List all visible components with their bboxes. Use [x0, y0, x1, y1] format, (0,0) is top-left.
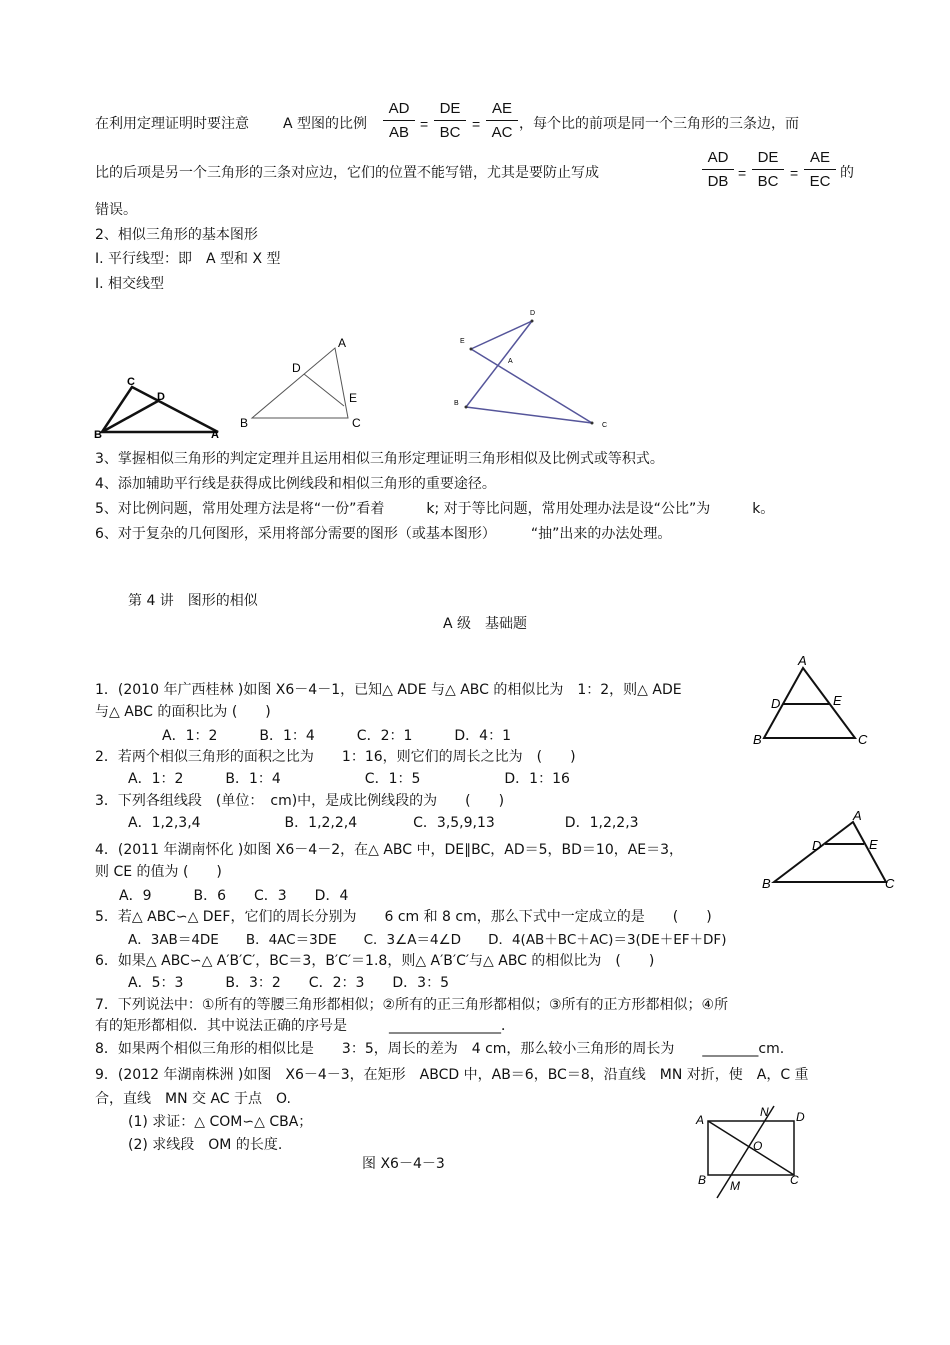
question-3-options: A．1,2,3,4 B．1,2,2,4 C．3,5,9,13 D．1,2,2,3 [128, 815, 639, 831]
intro-text-1b: A 型图的比例 [283, 116, 368, 132]
label-b: B [698, 1173, 707, 1187]
label-c: C [790, 1173, 799, 1187]
point-3: 3、掌握相似三角形的判定定理并且运用相似三角形定理证明三角形相似及比例式或等积式。 [95, 451, 664, 467]
label-c: C [127, 376, 135, 388]
question-9-part-1: (1) 求证：△ COM∽△ CBA； [128, 1114, 313, 1130]
figure-triangle-ade-bc [232, 332, 372, 432]
question-5-options: A．3AB＝4DE B．4AC＝3DE C．3∠A＝4∠D D．4(AB＋BC＋AC)＝3(DE＋EF＋DF) [128, 932, 727, 948]
section-2-item-1: Ⅰ. 平行线型：即 A 型和 X 型 [95, 251, 281, 267]
point-6: 6、对于复杂的几何图形，采用将部分需要的图形（或基本图形） “抽”出来的办法处理。 [95, 526, 672, 542]
intro-text-1c: ，每个比的前项是同一个三角形的三条边，而 [519, 116, 799, 132]
question-1-line-2: 与△ ABC 的面积比为 ( ) [95, 704, 271, 720]
question-7-line-1: 7．下列说法中：①所有的等腰三角形都相似；②所有的正三角形都相似；③所有的正方形都相似；④所 [95, 997, 729, 1013]
level-heading: A 级 基础题 [443, 616, 528, 632]
label-c: C [885, 876, 895, 891]
label-b: B [753, 732, 762, 747]
point-5: 5、对比例问题，常用处理方法是将“一份”看着 k; 对于等比问题，常用处理办法是设“公比”为 k。 [95, 501, 775, 517]
question-9-part-2: (2) 求线段 OM 的长度. [128, 1137, 283, 1153]
section-2-item-2: Ⅰ. 相交线型 [95, 276, 165, 292]
figure-triangle-cbda [90, 370, 230, 440]
label-e: E [349, 391, 358, 405]
fraction-de-bc: DE BC [434, 100, 466, 141]
figure-x6-4-3 [690, 1100, 820, 1205]
question-4-line-2: 则 CE 的值为 ( ) [95, 864, 222, 880]
question-9-line-2: 合，直线 MN 交 AC 于点 O. [95, 1091, 291, 1107]
question-3: 3．下列各组线段 (单位： cm)中，是成比例线段的为 ( ) [95, 793, 505, 809]
question-5: 5．若△ ABC∽△ DEF，它们的周长分别为 6 cm 和 8 cm，那么下式中一定成立的是 ( ) [95, 909, 712, 925]
question-1-options: A．1：2 B．1：4 C．2：1 D．4：1 [162, 728, 511, 744]
label-e: E [869, 837, 878, 852]
label-a: A [853, 808, 862, 823]
equals-sign: = [790, 165, 799, 181]
question-4-options: A．9 B．6 C．3 D．4 [119, 888, 349, 904]
figure-x6-4-1 [748, 652, 878, 748]
question-2: 2．若两个相似三角形的面积之比为 1：16，则它们的周长之比为 ( ) [95, 749, 576, 765]
label-e: E [460, 338, 465, 345]
label-b: B [454, 400, 459, 407]
figure-caption-x6-4-3: 图 X6－4－3 [362, 1156, 445, 1172]
label-m: M [730, 1179, 740, 1193]
fraction-ae-ac: AE AC [486, 100, 518, 141]
equals-sign: = [738, 165, 747, 181]
label-c: C [602, 422, 608, 429]
label-d: D [157, 391, 165, 403]
label-d: D [796, 1110, 805, 1124]
label-d: D [771, 696, 781, 711]
section-2-title: 2、相似三角形的基本图形 [95, 227, 258, 243]
label-b: B [94, 429, 102, 440]
label-c: C [352, 416, 361, 430]
label-n: N [760, 1105, 769, 1119]
label-c: C [858, 732, 868, 747]
label-b: B [762, 876, 771, 891]
intro-text-2: 比的后项是另一个三角形的三条对应边，它们的位置不能写错，尤其是要防止写成 [95, 165, 599, 181]
label-d: D [530, 310, 536, 317]
question-8: 8．如果两个相似三角形的相似比是 3：5，周长的差为 4 cm，那么较小三角形的周长为 ________cm. [95, 1041, 785, 1057]
question-2-options: A．1：2 B．1：4 C．1：5 D．1：16 [128, 771, 570, 787]
fraction-ae-ec: AE EC [804, 149, 836, 190]
intro-text-1: 在利用定理证明时要注意 [95, 116, 249, 132]
label-a: A [338, 336, 347, 350]
fraction-ad-db: AD DB [702, 149, 734, 190]
point-4: 4、添加辅助平行线是获得成比例线段和相似三角形的重要途径。 [95, 476, 496, 492]
figure-x6-4-2 [760, 808, 900, 894]
figure-intersecting-lines [450, 305, 620, 435]
label-e: E [833, 693, 842, 708]
equals-sign: = [472, 116, 481, 132]
label-b: B [240, 416, 249, 430]
question-1-line-1: 1．(2010 年广西桂林 )如图 X6－4－1，已知△ ADE 与△ ABC 的相似比为 1：2，则△ ADE [95, 682, 682, 698]
question-6: 6．如果△ ABC∽△ A′B′C′，BC＝3，B′C′＝1.8，则△ A′B′C′与△ ABC 的相似比为 ( ) [95, 953, 655, 969]
label-d: D [292, 361, 301, 375]
intro-text-3: 错误。 [95, 202, 137, 218]
question-6-options: A．5：3 B．3：2 C．2：3 D．3：5 [128, 975, 449, 991]
equals-sign: = [420, 116, 429, 132]
label-o: O [753, 1139, 763, 1153]
fraction-de-bc-2: DE BC [752, 149, 784, 190]
label-a: A [211, 429, 219, 440]
label-a: A [696, 1113, 705, 1127]
label-a: A [798, 653, 807, 668]
fraction-ad-ab: AD AB [383, 100, 415, 141]
label-a: A [508, 358, 513, 365]
question-7-line-2: 有的矩形都相似．其中说法正确的序号是 ________________． [95, 1018, 515, 1034]
question-9-line-1: 9．(2012 年湖南株洲 )如图 X6－4－3，在矩形 ABCD 中，AB＝6，BC＝8，沿直线 MN 对折，使 A，C 重 [95, 1067, 809, 1083]
lecture-title: 第 4 讲 图形的相似 [128, 593, 258, 609]
label-d: D [812, 838, 822, 853]
intro-text-2-end: 的 [840, 165, 854, 181]
question-4-line-1: 4．(2011 年湖南怀化 )如图 X6－4－2，在△ ABC 中，DE∥BC，AD＝5，BD＝10，AE＝3， [95, 842, 684, 858]
